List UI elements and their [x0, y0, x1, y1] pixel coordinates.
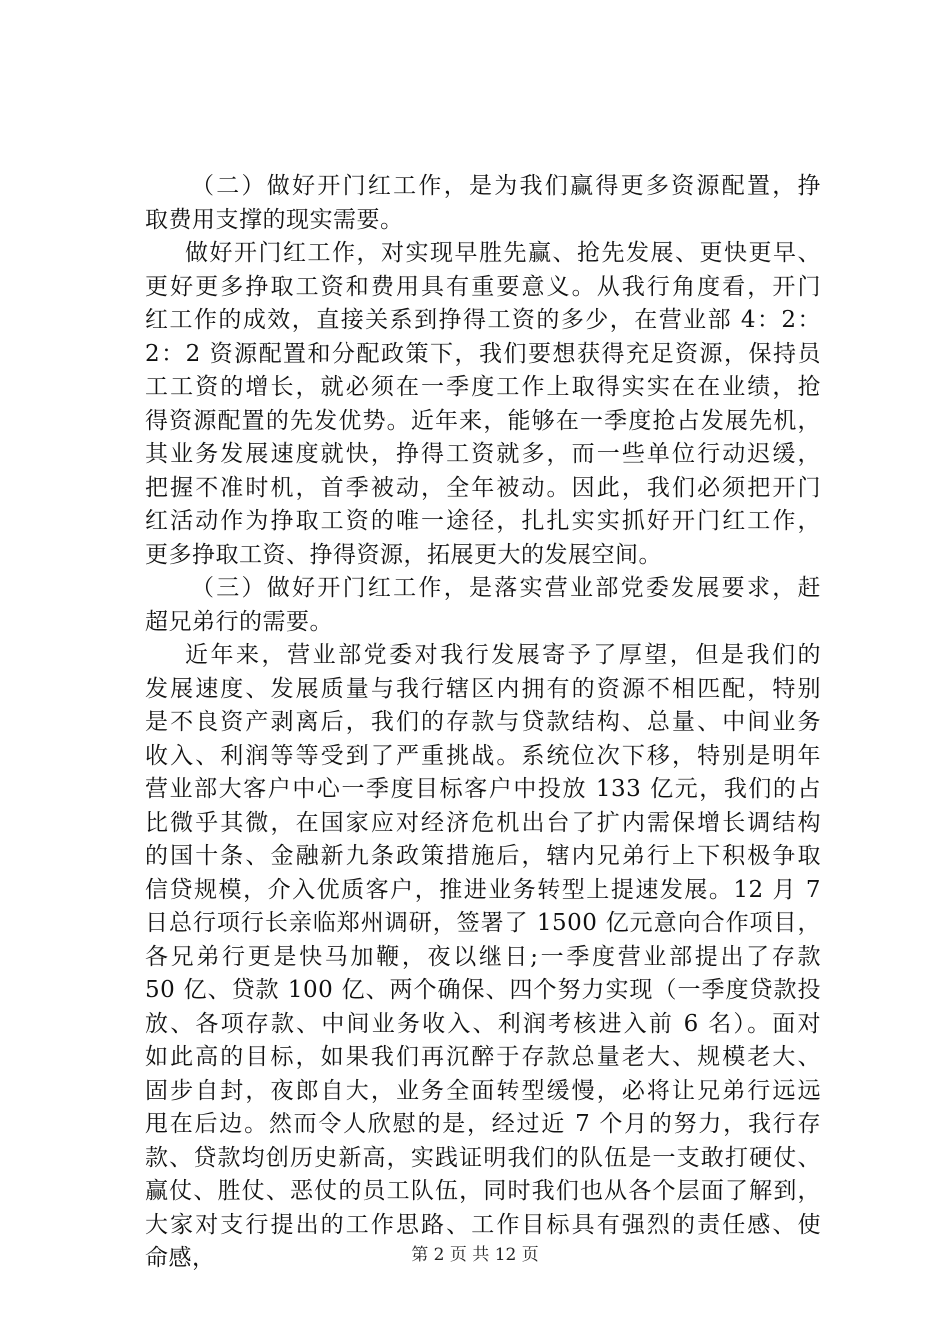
paragraph-line: 工工资的增长，就必须在一季度工作上取得实实在在业绩，抢	[145, 374, 821, 400]
paragraph-line: 各兄弟行更是快马加鞭，夜以继日;一季度营业部提出了存款	[145, 943, 821, 970]
paragraph-line: 放、各项存款、中间业务收入、利润考核进入前 6 名）。面对	[145, 1010, 821, 1037]
paragraph-line: 如此高的目标，如果我们再沉醉于存款总量老大、规模老大、	[145, 1044, 821, 1070]
paragraph-line: 赢仗、胜仗、恶仗的员工队伍，同时我们也从各个层面了解到，	[145, 1178, 821, 1204]
paragraph-line: 大家对支行提出的工作思路、工作目标具有强烈的责任感、使	[145, 1211, 821, 1238]
paragraph-line: 得资源配置的先发优势。近年来，能够在一季度抢占发展先机，	[145, 407, 821, 434]
paragraph-line: 比微乎其微，在国家应对经济危机出台了扩内需保增长调结构	[145, 809, 821, 836]
section-heading-3-cont: 超兄弟行的需要。	[145, 608, 333, 635]
paragraph-line: 更好更多挣取工资和费用具有重要意义。从我行角度看，开门	[145, 273, 821, 300]
paragraph-line-last: 更多挣取工资、挣得资源，拓展更大的发展空间。	[145, 541, 662, 568]
page-number-footer: 第 2 页 共 12 页	[411, 1245, 539, 1265]
paragraph-line: 红活动作为挣取工资的唯一途径，扎扎实实抓好开门红工作，	[145, 508, 821, 534]
section-heading-3: （三）做好开门红工作，是落实营业部党委发展要求，赶	[191, 575, 821, 601]
paragraph-line: 是不良资产剥离后，我们的存款与贷款结构、总量、中间业务	[145, 709, 821, 735]
paragraph-line: 固步自封，夜郎自大，业务全面转型缓慢，必将让兄弟行远远	[145, 1077, 821, 1104]
paragraph-line: 其业务发展速度就快，挣得工资就多，而一些单位行动迟缓，	[145, 441, 821, 467]
paragraph-line: 把握不准时机，首季被动，全年被动。因此，我们必须把开门	[145, 474, 821, 501]
paragraph-line: 50 亿、贷款 100 亿、两个确保、四个努力实现（一季度贷款投	[145, 977, 821, 1003]
paragraph-line-last: 命感，	[145, 1245, 216, 1271]
paragraph-line: 近年来，营业部党委对我行发展寄予了厚望，但是我们的	[185, 642, 821, 668]
body-text	[145, 170, 821, 1276]
paragraph-line: 日总行项行长亲临郑州调研，签署了 1500 亿元意向合作项目，	[145, 910, 821, 936]
paragraph-line: 做好开门红工作，对实现早胜先赢、抢先发展、更快更早、	[185, 240, 821, 266]
paragraph-line: 营业部大客户中心一季度目标客户中投放 133 亿元，我们的占	[145, 776, 821, 802]
paragraph-line: 发展速度、发展质量与我行辖区内拥有的资源不相匹配，特别	[145, 675, 821, 702]
paragraph-line: 信贷规模，介入优质客户，推进业务转型上提速发展。12 月 7	[145, 876, 821, 903]
section-heading-2: （二）做好开门红工作，是为我们赢得更多资源配置，挣	[191, 173, 821, 199]
paragraph-line: 红工作的成效，直接关系到挣得工资的多少，在营业部 4：2：	[145, 307, 821, 333]
paragraph-line: 甩在后边。然而令人欣慰的是，经过近 7 个月的努力，我行存	[145, 1111, 821, 1137]
section-heading-2-cont: 取费用支撑的现实需要。	[145, 206, 404, 233]
paragraph-line: 款、贷款均创历史新高，实践证明我们的队伍是一支敢打硬仗、	[145, 1144, 821, 1171]
paragraph-line: 的国十条、金融新九条政策措施后，辖内兄弟行上下积极争取	[145, 843, 821, 869]
paragraph-line: 收入、利润等等受到了严重挑战。系统位次下移，特别是明年	[145, 742, 821, 769]
paragraph-line: 2：2 资源配置和分配政策下，我们要想获得充足资源，保持员	[145, 340, 821, 367]
